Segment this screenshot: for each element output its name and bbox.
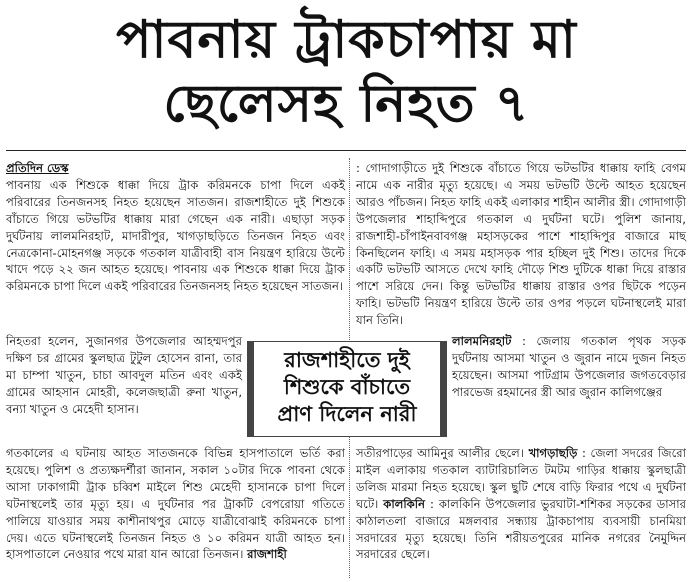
left-paragraph-top: পাবনায় এক শিশুকে ধাক্কা দিয়ে ট্রাক করিমনকে চাপা দিলে একই পরিবারের তিনজনসহ নিহত হয়েছেন সাতজন। রাজশাহীতে দুই শিশুকে বাঁচাতে গিয়ে ভটভটির ধাক্কায় মারা গেছেন এক নারী। এছাড়া সড়ক দুর্ঘটনায় লালমনিরহাট, মাদারীপুর, খাগড়াছড়িতে তিনজন নিহত এবং নেত্রকোনা-মোহনগঞ্জ সড়কে গতকাল যাত্রীবাহী বাস নিয়ন্ত্রণ হারিয়ে উল্টে খাদে পড়ে ২২ জন আহত হয়েছে। পাবনায় এক শিশুকে ধাক্কা দিয়ে ট্রাক করিমনকে চাপা দিলে একই পরিবারের তিনজনসহ নিহত হয়েছেন সাতজন। [6, 177, 345, 294]
left-paragraph-mid: নিহতরা হলেন, সুজানগর উপজেলার আহম্মদপুর দক্ষিণ চর গ্রামের স্কুলছাত্র টুটুল হোসেন রানা, তার মা চাম্পা খাতুন, চাচা আবদুল মতিন এবং একই গ্রামের আহসান মোহরী, কলেজছাত্রী রুনা খাতুন, বন্যা খাতুন ও মেহেদী হাসান। [6, 334, 242, 416]
headline-line-2: ছেলেসহ নিহত ৭ [163, 73, 530, 134]
keyword-khagrachhari: খাগড়াছড়ি [528, 446, 578, 460]
right-column-bottom [356, 445, 686, 563]
pull-quote-line-2: শিশুকে বাঁচাতে [283, 374, 411, 399]
top-rule [6, 150, 686, 151]
headline [0, 8, 693, 136]
pull-quote-line-1: রাজশাহীতে দুই [284, 347, 410, 372]
right-column-top [356, 160, 686, 329]
pull-quote-right-bar [440, 342, 447, 436]
keyword-kalkini: কালকিনি [383, 496, 426, 511]
right-paragraph-bottom-2: : জেলা সদরের জিরো মাইল এলাকায় গতকাল ব্যাটারিচালিত টমটম গাড়ির ধাক্কায় স্কুলছাত্রী ডলিজ মারমা নিহত হয়েছে। স্কুল ছুটি শেষে বাড়ি ফিরার পথে এ দুর্ঘটনা ঘটে। [356, 446, 686, 511]
byline: প্রতিদিন ডেস্ক [6, 161, 69, 175]
left-paragraph-bottom: গতকালের এ ঘটনায় আহত সাতজনকে বিভিন্ন হাসপাতালে ভর্তি করা হয়েছে। পুলিশ ও প্রত্যক্ষদর্শীরা জানান, সকাল ১০টার দিকে পাবনা থেকে আসা ঢাকাগামী ট্রাক চব্বিশ মাইলে শিশু মেহেদী হাসানকে চাপা দিলে ঘটনাস্থলেই তার মৃত্যু হয়। এ দুর্ঘটনার পর ট্রাকটি বেপরোয়া গতিতে পালিয়ে যাওয়ার সময় কাশীনাথপুর মোড়ে যাত্রীবোঝাই করিমনকে চাপা দেয়। এতে ঘটনাস্থলেই তিনজন নিহত ও ১০ করিমন যাত্রী আহত হন। হাসপাতালে নেওয়ার পথে মারা যান আরো তিনজন। [6, 446, 345, 562]
pull-quote [247, 341, 447, 437]
keyword-rajshahi: রাজশাহী [247, 547, 287, 562]
right-paragraph-mid: : জেলায় গতকাল পৃথক সড়ক দুর্ঘটনায় আসমা খাতুন ও জুরান নামে দুজন নিহত হয়েছেন। আসমা পাটগ্রাম উপজেলার জগতবেড়ার পারভেজ রহমানের স্ত্রী আর জুরান কালিগঞ্জের [452, 334, 686, 399]
pull-quote-left-bar [247, 342, 254, 436]
keyword-lalmonirhat: লালমনিরহাট [452, 334, 512, 348]
right-paragraph-top: : গোদাগাড়ীতে দুই শিশুকে বাঁচাতে গিয়ে ভটভটির ধাক্কায় ফাহি বেগম নামে এক নারীর মৃত্যু হয়েছে। এ সময় ভটভটি উল্টে আহত হয়েছেন আরও পাঁচজন। নিহত ফাহি একই এলাকার শাহীন আলীর স্ত্রী। গোদাগাড়ী উপজেলার শাহাব্দিপুরে গতকাল এ দুর্ঘটনা ঘটে। পুলিশ জানায়, রাজশাহী-চাঁপাইনবাবগঞ্জ মহাসড়কের পাশে শাহাব্দিপুর বাজারে মাছ কিনছিলেন ফাহি। এ সময় মহাসড়ক পার হচ্ছিল দুই শিশু। তাদের দিকে একটি ভটভটি আসতে দেখে ফাহি দৌড়ে শিশু দুটিকে ধাক্কা দিয়ে রাস্তার পাশে সরিয়ে দেন। কিন্তু ভটভটির ধাক্কায় রাস্তার ওপর ছিটকে পড়েন ফাহি। ভটভটি নিয়ন্ত্রণ হারিয়ে উল্টে তার ওপর পড়লে ঘটনাস্থলেই মারা যান তিনি। [356, 161, 686, 328]
pull-quote-line-3: প্রাণ দিলেন নারী [277, 401, 417, 426]
right-paragraph-bottom-3: : কালকিনি উপজেলার ভুরঘাটা-শশিকর সড়কের ডাসার কাঠালতলা বাজারে মঙ্গলবার সন্ধ্যায় ট্রাকচাপায় ব্যবসায়ী চানমিয়া সরদারের মৃত্যু হয়েছে। তিনি শরীয়তপুরের মানিক নগরের নৈমুদ্দিন সরদারের ছেলে। [356, 496, 686, 562]
right-paragraph-bottom-1: সতীরপাড়ের আমিনুর আলীর ছেলে। [356, 446, 524, 460]
left-column-top [6, 160, 345, 295]
left-column-bottom [6, 445, 345, 563]
right-column-mid [452, 333, 686, 401]
headline-line-1: পাবনায় ট্রাকচাপায় মা [116, 9, 577, 70]
